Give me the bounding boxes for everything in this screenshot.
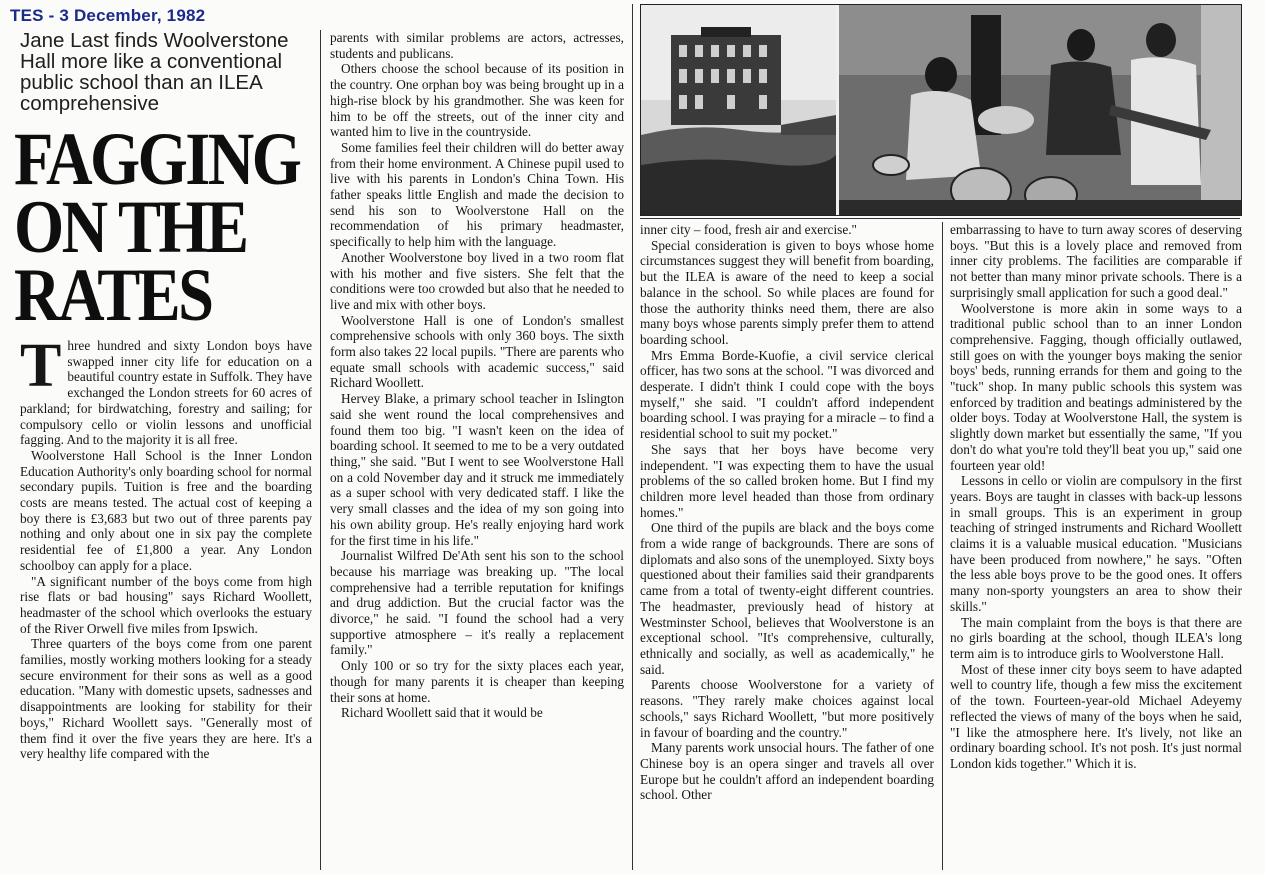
article-column-4 — [950, 222, 1242, 872]
paragraph: Mrs Emma Borde-Kuofie, a civil service clerical officer, has two sons at the school. "I was divorced and desperate. I didn't think I could cope with the boys myself," she said. "I couldn't afford independent boarding school. I was praying for a miracle – to find a residential school to suit my pocket." — [640, 347, 934, 442]
headline-line-3: RATES — [14, 254, 212, 337]
paragraph: Richard Woollett said that it would be — [341, 705, 543, 721]
article-column-1 — [20, 338, 312, 872]
photo-frame — [640, 4, 1242, 216]
headline-line-2: ON THE — [14, 186, 247, 269]
photo-rule — [640, 218, 1240, 219]
paragraph: Woolverstone Hall School is the Inner London Education Authority's only boarding school for normal secondary pupils. Tuition is free and the boarding costs are means tested. The actual cost of keeping a boy there is £3,683 but two out of three parents pay nothing and only about one in six pay the complete residential fee of £1,800 a year. Any London schoolboy can apply for a place. — [20, 447, 312, 573]
column-rule — [320, 30, 321, 870]
paragraph: Special consideration is given to boys whose home circumstances suggest they will benefit from boarding, but the ILEA is aware of the need to keep a social balance in the school. So while places are found for those the authority thinks need them, there are also many boys whose parents simply prefer them to attend boarding school. — [640, 237, 934, 347]
paragraph: Another Woolverstone boy lived in a two room flat with his mother and five sisters. She felt that the conditions were too crowded but also that he needed to live and mix with other boys. — [330, 249, 624, 312]
paragraph: The main complaint from the boys is that there are no girls boarding at the school, though ILEA's long term aim is to introduce girls to Woolverstone Hall. — [950, 614, 1242, 661]
paragraph: Parents choose Woolverstone for a variety of reasons. "They rarely make choices against local schools," says Richard Woollett, "but more positively in favour of boarding and the country." — [640, 677, 934, 740]
paragraph: Journalist Wilfred De'Ath sent his son to the school because his marriage was breaking up. "The local comprehensive had a terrible reputation for knifings and drug addiction. But the crucial factor was the divorce," he said. "I found the school had a very supportive atmosphere – it's really a replacement family." — [330, 548, 624, 658]
paragraph-text: hree hundred and sixty London boys have swapped inner city life for education on a beautiful country estate in Suffolk. They have exchanged the London streets for 60 acres of parkland; for birdwatching, forestry and sailing; for compulsory cello or violin lessons and unofficial fagging. And to the majority it is all free. — [20, 338, 312, 448]
paragraph: Three quarters of the boys come from one parent families, mostly working mothers looking for a steady secure environment for their sons as well as a good education. "Many with domestic upsets, sadnesses and disappointments are looking for stability for their boys," Richard Woollett says. "Generally most of them find it over the five years they are here. It's a very healthy life compared with the — [20, 636, 312, 762]
paragraph — [20, 338, 312, 448]
column-rule — [942, 222, 943, 870]
paragraph: Woolverstone Hall is one of London's smallest comprehensive schools with only 360 boys. The sixth form also takes 22 local pupils. "There are parents who equate small schools with academic success," said Richard Woollett. — [330, 312, 624, 391]
column-rule — [632, 4, 633, 870]
paragraph: "A significant number of the boys come from high rise flats or bad housing" says Richard Woollett, headmaster of the school which overlooks the estuary of the River Orwell five miles from Ipswich. — [20, 573, 312, 636]
paragraph: Some families feel their children will do better away from their home environment. A Chinese pupil used to live with his parents in London's China Town. His father speaks little English and made the decision to send his son to Woolverstone Hall on the recommendation of his primary headmaster, specifically to help him with the language. — [330, 139, 624, 250]
paragraph: parents with similar problems are actors, actresses, students and publicans. — [330, 30, 624, 61]
paragraph: Only 100 or so try for the sixty places each year, though for many parents it is cheaper than keeping their sons at home. — [330, 658, 624, 705]
paragraph: Lessons in cello or violin are compulsory in the first years. Boys are taught in classes with back-up lessons in small groups. This is an experiment in group teaching of stringed instruments and Richard Woollett claims it is a valuable musical education. "Musicians have been produced from nowhere," he says. "Often the less able boys prove to be the good ones. It offers many non-sporty youngsters an area to show their skills." — [950, 473, 1242, 614]
standfirst: Jane Last finds Woolverstone Hall more like a conventional public school than an ILEA comprehensive — [20, 29, 289, 115]
paragraph: Many parents work unsocial hours. The father of one Chinese boy is an opera singer and travels all over Europe but he couldn't afford an independent boarding school. Other — [640, 740, 934, 803]
headline — [14, 118, 300, 337]
paragraph: Most of these inner city boys seem to have adapted well to country life, though a few miss the excitement of the town. Fourteen-year-old Michael Adeyemy reflected the views of many of the boys when he said, "I like the atmosphere here. It's lively, not like an ordinary boarding school. It's not posh. It's just normal London kids together." Which it is. — [950, 661, 1242, 771]
article-column-3 — [640, 222, 934, 872]
paragraph: Others choose the school because of its position in the country. One orphan boy was being brought up in a high-rise block by his grandmother. She was keen for him to be off the streets, out of the inner city and wanted him to live in the countryside. — [330, 61, 624, 140]
paragraph: Woolverstone is more akin in some ways to a traditional public school than to an inner London comprehensive. Fagging, though officially outlawed, still goes on with the younger boys making the senior boys' beds, running errands for them and going to the "tuck" shop. In many public schools this system was enforced by tradition and beatings administered by the older boys. Today at Woolverstone Hall, the system is slightly down market but essentially the same, "If you don't do what you're told they'll beat you up," said one fourteen year old! — [950, 300, 1242, 473]
paragraph: inner city – food, fresh air and exercise." — [640, 222, 857, 237]
band-rehearsal-photo — [839, 5, 1241, 215]
drop-cap: T — [20, 338, 62, 400]
headline-line-1: FAGGING — [14, 118, 300, 201]
article-column-2 — [330, 30, 624, 872]
school-building-photo — [641, 5, 836, 215]
paragraph: embarrassing to have to turn away scores of deserving boys. "But this is a lovely place and removed from inner city problems. The facilities are comparable if not better than many minor private schools. There is a surprisingly small application for such a good deal." — [950, 222, 1242, 300]
paragraph: One third of the pupils are black and the boys come from a wide range of backgrounds. There are sons of diplomats and also sons of the unemployed. Sixty boys questioned about their families said their grandparents came from a total of twenty-eight different countries. The headmaster, previously head of history at Westminster School, believes that Woolverstone is an exceptional school. "It's comprehensive, culturally, ethnically and socially, as well as academically," he said. — [640, 520, 934, 677]
paragraph: Hervey Blake, a primary school teacher in Islington said she went round the local comprehensives and found them too big. "I wasn't keen on the idea of boarding school. It seemed to me to be a very outdated thing," she said. "But I went to see Woolverstone Hall on a cold November day and it struck me immediately as a super school with very dedicated staff. I like the very small classes and the idea of my son going into his own ability group. He's really enjoying hard work for the first time in his life." — [330, 391, 624, 548]
paragraph: She says that her boys have become very independent. "I was expecting them to have the usual problems of the so called broken home. But I find my children more level headed than those from ordinary homes." — [640, 441, 934, 520]
masthead: TES - 3 December, 1982 — [10, 6, 206, 25]
